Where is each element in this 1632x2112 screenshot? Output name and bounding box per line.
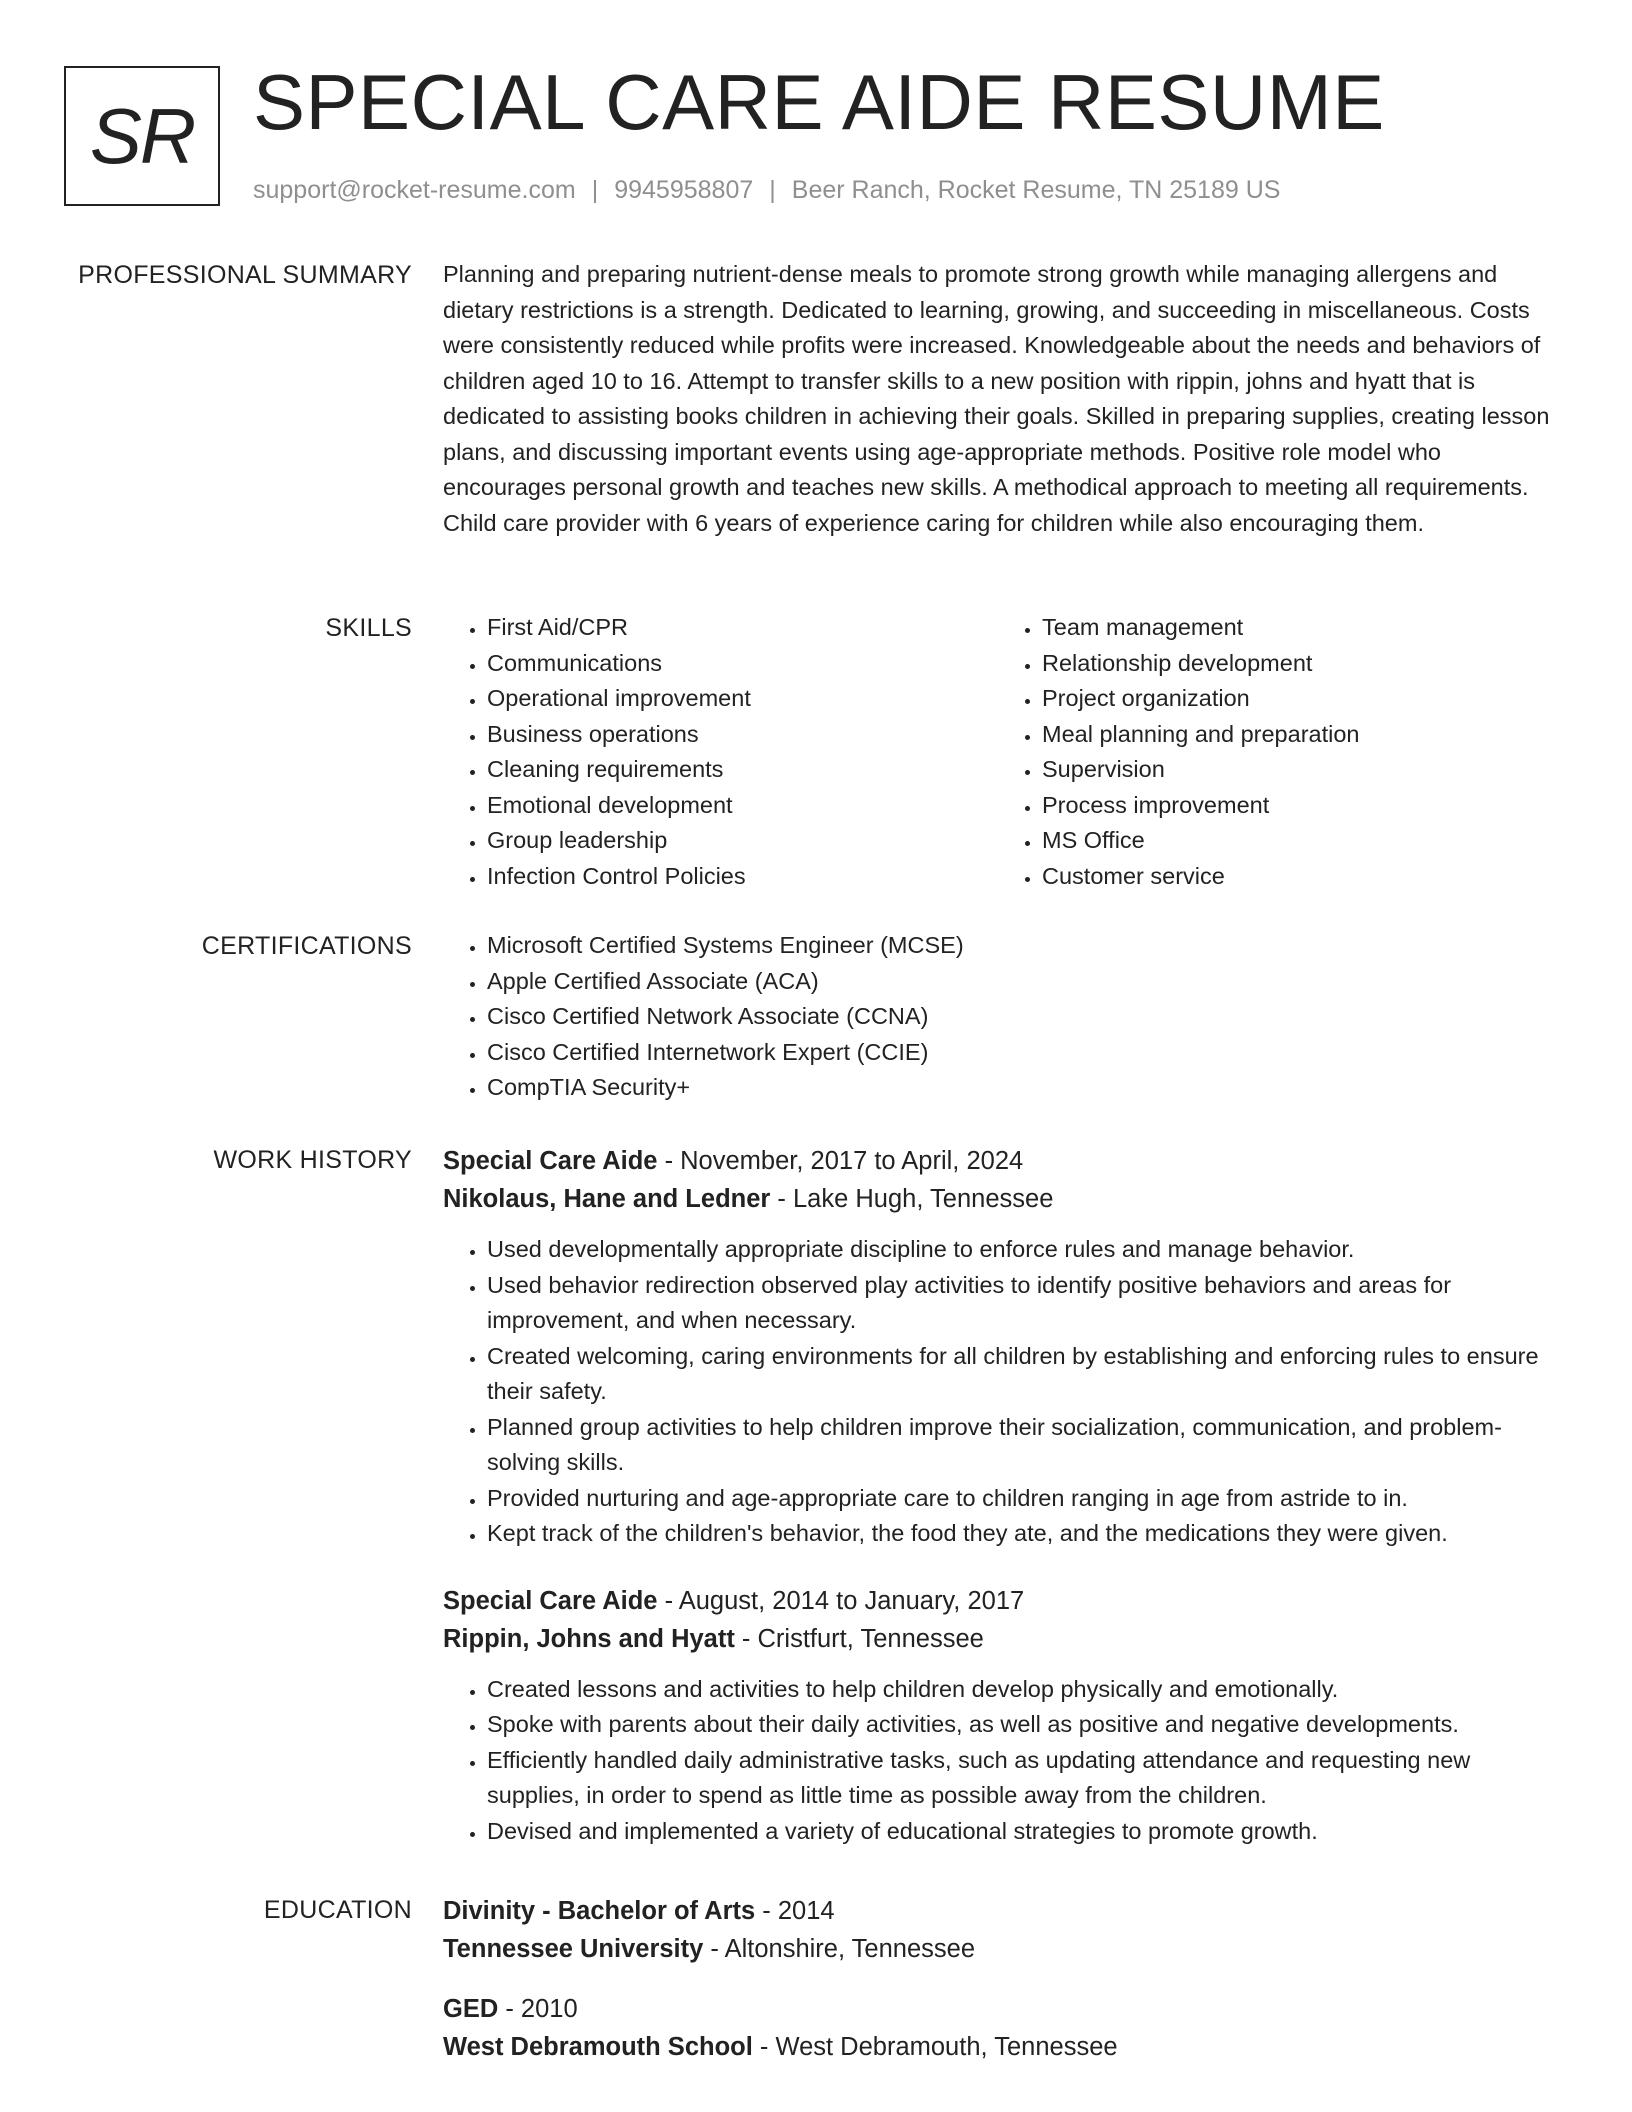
job-company: Rippin, Johns and Hyatt — [443, 1624, 735, 1653]
skill-item: • First Aid/CPR — [487, 610, 998, 646]
skill-item: • Communications — [487, 646, 998, 682]
job-title: Special Care Aide — [443, 1147, 658, 1175]
job-duty-item: • Used behavior redirection observed play activities to identify positive behaviors and areas for improvement, and when necessary. — [487, 1268, 1553, 1339]
skill-item: • Project organization — [1042, 681, 1553, 717]
education-entry — [443, 1990, 1553, 2066]
education-degree-line — [443, 1892, 1553, 1930]
job-company: Nikolaus, Hane and Ledner — [443, 1185, 771, 1213]
contact-phone[interactable]: 9945958807 — [614, 176, 754, 204]
skills-right-list — [998, 610, 1553, 894]
education-degree: Divinity - Bachelor of Arts — [443, 1897, 756, 1925]
contact-address: Beer Ranch, Rocket Resume, TN 25189 US — [791, 176, 1281, 204]
certification-item: • Apple Certified Associate (ACA) — [487, 964, 1553, 1000]
job-duty-item: • Planned group activities to help children improve their socialization, communication, and problem-solving skills. — [487, 1410, 1553, 1481]
job-duty-item: • Created welcoming, caring environments for all children by establishing and enforcing rules to ensure their safety. — [487, 1339, 1553, 1410]
summary-text: Planning and preparing nutrient-dense meals to promote strong growth while managing allergens and dietary restrictions is a strength. Dedicated to learning, growing, and succeeding in miscellaneous. Costs were consistently reduced while profits were increased. Knowledgeable about the needs and behaviors of children aged 10 to 16. Attempt to transfer skills to a new position with rippin, johns and hyatt that is dedicated to assisting books children in achieving their goals. Skilled in preparing supplies, creating lesson plans, and discussing important events using age-appropriate methods. Positive role model who encourages personal growth and teaches new skills. A methodical approach to meeting all requirements. Child care provider with 6 years of experience caring for children while also encouraging them. — [443, 261, 1550, 536]
job-entry — [443, 1142, 1553, 1552]
job-location: - Cristfurt, Tennessee — [734, 1624, 984, 1653]
education-year: - 2014 — [755, 1897, 835, 1925]
education-body — [443, 1892, 1553, 2096]
job-dates: - August, 2014 to January, 2017 — [657, 1586, 1025, 1615]
certifications-body — [443, 928, 1553, 1106]
skill-item: • Operational improvement — [487, 681, 998, 717]
job-company-line — [443, 1180, 1553, 1218]
job-entry — [443, 1582, 1553, 1850]
skill-item: • Group leadership — [487, 823, 998, 859]
certifications-list — [443, 928, 1553, 1106]
certification-item: • Microsoft Certified Systems Engineer (MCSE) — [487, 928, 1553, 964]
skills-grid — [443, 610, 1553, 894]
education-year: - 2010 — [498, 1995, 578, 2023]
job-duty-item: • Provided nurturing and age-appropriate care to children ranging in age from astride to in. — [487, 1481, 1553, 1517]
work-history-body — [443, 1142, 1553, 1879]
separator: | — [591, 176, 599, 204]
education-location: - Altonshire, Tennessee — [703, 1935, 976, 1963]
section-label-education: EDUCATION — [263, 1896, 412, 1924]
skill-item: • Cleaning requirements — [487, 752, 998, 788]
education-entry — [443, 1892, 1553, 1968]
skill-item: • Meal planning and preparation — [1042, 717, 1553, 753]
skill-item: • MS Office — [1042, 823, 1553, 859]
page-title: SPECIAL CARE AIDE RESUME — [253, 58, 1385, 146]
education-school: West Debramouth School — [443, 2033, 753, 2061]
certification-item: • Cisco Certified Network Associate (CCNA) — [487, 999, 1553, 1035]
skill-item: • Team management — [1042, 610, 1553, 646]
job-duty-item: • Spoke with parents about their daily activities, as well as positive and negative developments. — [487, 1707, 1553, 1743]
job-dates: - November, 2017 to April, 2024 — [657, 1147, 1024, 1175]
section-label-certifications: CERTIFICATIONS — [201, 932, 412, 960]
section-label-summary: PROFESSIONAL SUMMARY — [78, 261, 412, 289]
skills-body — [443, 610, 1553, 894]
job-title-line — [443, 1582, 1553, 1620]
skill-item: • Process improvement — [1042, 788, 1553, 824]
education-school-line — [443, 2028, 1553, 2066]
job-title-line — [443, 1142, 1553, 1180]
separator: | — [769, 176, 776, 204]
initials-monogram: SR — [64, 66, 220, 206]
certification-item: • Cisco Certified Internetwork Expert (CCIE) — [487, 1035, 1553, 1071]
certification-item: • CompTIA Security+ — [487, 1070, 1553, 1106]
summary-body — [443, 257, 1553, 541]
job-duty-item: • Created lessons and activities to help children develop physically and emotionally. — [487, 1672, 1553, 1708]
skill-item: • Emotional development — [487, 788, 998, 824]
job-location: - Lake Hugh, Tennessee — [770, 1185, 1054, 1213]
job-duties-list — [443, 1672, 1553, 1850]
skill-item: • Business operations — [487, 717, 998, 753]
education-location: - West Debramouth, Tennessee — [752, 2033, 1118, 2061]
contact-email[interactable]: support@rocket-resume.com — [253, 176, 576, 204]
job-company-line — [443, 1620, 1553, 1658]
skill-item: • Supervision — [1042, 752, 1553, 788]
contact-line — [253, 175, 1280, 205]
job-title: Special Care Aide — [443, 1586, 658, 1615]
job-duty-item: • Devised and implemented a variety of educational strategies to promote growth. — [487, 1814, 1553, 1850]
job-duty-item: • Efficiently handled daily administrative tasks, such as updating attendance and requesting new supplies, in order to spend as little time as possible away from the children. — [487, 1743, 1553, 1814]
education-degree: GED — [443, 1995, 499, 2023]
job-duties-list — [443, 1232, 1553, 1552]
skills-left-list — [443, 610, 998, 894]
section-label-skills: SKILLS — [325, 614, 412, 642]
education-degree-line — [443, 1990, 1553, 2028]
skill-item: • Infection Control Policies — [487, 859, 998, 895]
job-duty-item: • Used developmentally appropriate discipline to enforce rules and manage behavior. — [487, 1232, 1553, 1268]
skill-item: • Relationship development — [1042, 646, 1553, 682]
education-school-line — [443, 1930, 1553, 1968]
section-label-work-history: WORK HISTORY — [213, 1146, 412, 1174]
job-duty-item: • Kept track of the children's behavior, the food they ate, and the medications they were given. — [487, 1516, 1553, 1552]
skill-item: • Customer service — [1042, 859, 1553, 895]
education-school: Tennessee University — [443, 1935, 704, 1963]
